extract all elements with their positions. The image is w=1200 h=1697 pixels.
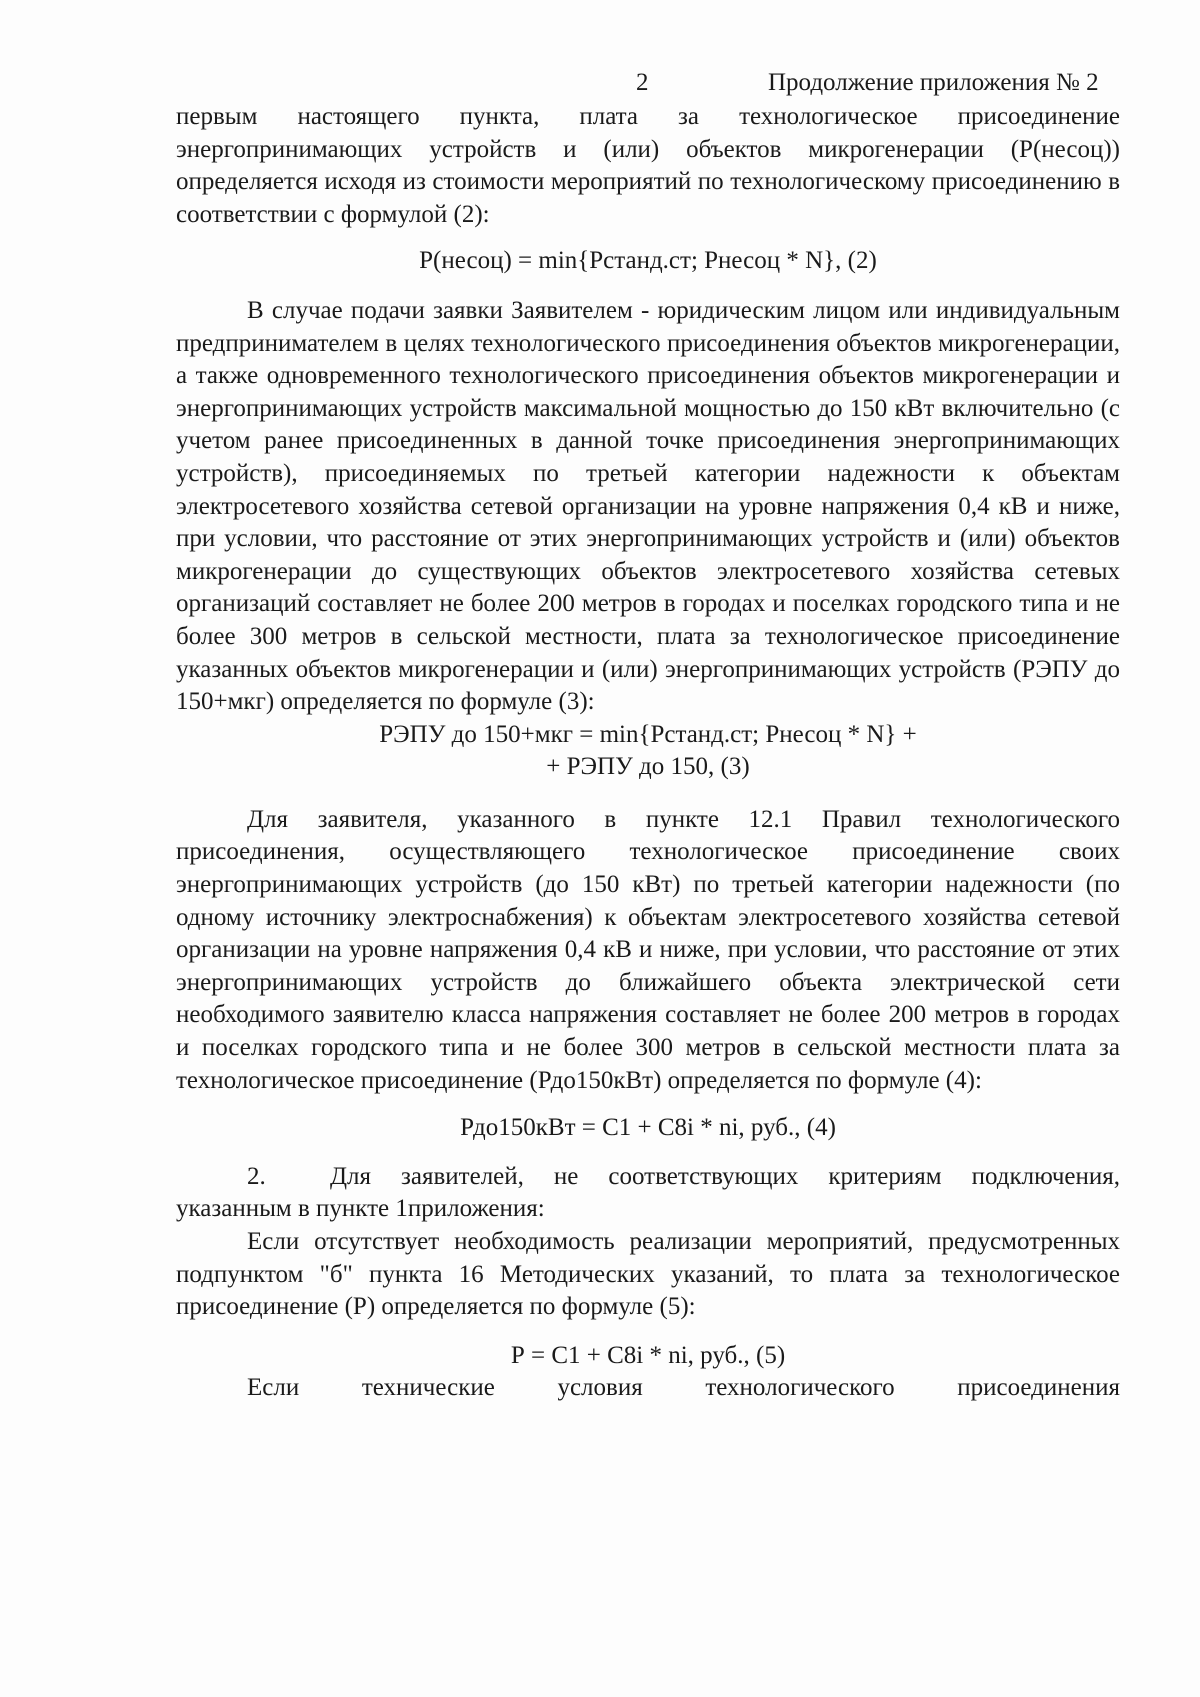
document-body xyxy=(176,101,1120,1405)
paragraph-continuation: первым настоящего пункта, плата за технологическое присоединение энергопринимающих устройств и (или) объектов микрогенерации (Р(несоц)) определяется исходя из стоимости мероприятий по технологическому присоединению в соответствии с формулой (2): xyxy=(176,103,1120,228)
page-number: 2 xyxy=(636,69,649,96)
paragraph-applicant-12-1: Для заявителя, указанного в пункте 12.1 Правил технологического присоединения, осуществляющего технологическое присоединение своих энергопринимающих устройств (до 150 кВт) по третьей категории надежности (по одному источнику электроснабжения) к объектам электросетевого хозяйства сетевой организации на уровне напряжения 0,4 кВ и ниже, при условии, что расстояние от этих энергопринимающих устройств до ближайшего объекта электрической сети необходимого заявителю класса напряжения составляет не более 200 метров в городах и поселках городского типа и не более 300 метров в сельской местности плата за технологическое присоединение (Рдо150кВт) определяется по формуле (4): xyxy=(176,805,1120,1094)
paragraph-no-measures: Если отсутствует необходимость реализации мероприятий, предусмотренных подпунктом "б" пункта 16 Методических указаний, то плата за технологическое присоединение (Р) определяется по формуле (5): xyxy=(176,1228,1120,1321)
formula-3-line-1: РЭПУ до 150+мкг = min{Рстанд.ст; Рнесоц * N} + xyxy=(379,720,917,748)
appendix-header: Продолжение приложения № 2 xyxy=(768,69,1099,96)
paragraph-microgeneration: В случае подачи заявки Заявителем - юридическим лицом или индивидуальным предпринимателем в целях технологического присоединения объектов микрогенерации, а также одновременного технологического присоединения объектов микрогенерации и энергопринимающих устройств максимальной мощностью до 150 кВт включительно (с учетом ранее присоединенных в данной точке присоединения энергопринимающих устройств), присоединяемых по третьей категории надежности к объектам электросетевого хозяйства сетевой организации на уровне напряжения 0,4 кВ и ниже, при условии, что расстояние от этих энергопринимающих устройств и (или) объектов микрогенерации до существующих объектов электросетевого хозяйства сетевых организаций составляет не более 200 метров в городах и поселках городского типа и не более 300 метров в сельской местности, плата за технологическое присоединение указанных объектов микрогенерации и (или) энергопринимающих устройств (РЭПУ до 150+мкг) определяется по формуле (3): xyxy=(176,296,1120,716)
formula-2: Р(несоц) = min{Рстанд.ст; Рнесоц * N}, (2) xyxy=(419,247,877,275)
list-item-text: Для заявителей, не соответствующих критериям подключения, указанным в пункте 1приложения: xyxy=(176,1162,1120,1223)
list-item-2 xyxy=(176,1161,1120,1226)
list-item-number: 2. xyxy=(247,1162,266,1190)
formula-4: Рдо150кВт = С1 + С8i * ni, руб., (4) xyxy=(460,1114,836,1142)
formula-5: Р = С1 + С8i * ni, руб., (5) xyxy=(510,1341,786,1369)
paragraph-technical-conditions: Если технические условия технологического присоединения xyxy=(247,1374,1120,1402)
formula-3-line-2: + РЭПУ до 150, (3) xyxy=(546,753,750,781)
